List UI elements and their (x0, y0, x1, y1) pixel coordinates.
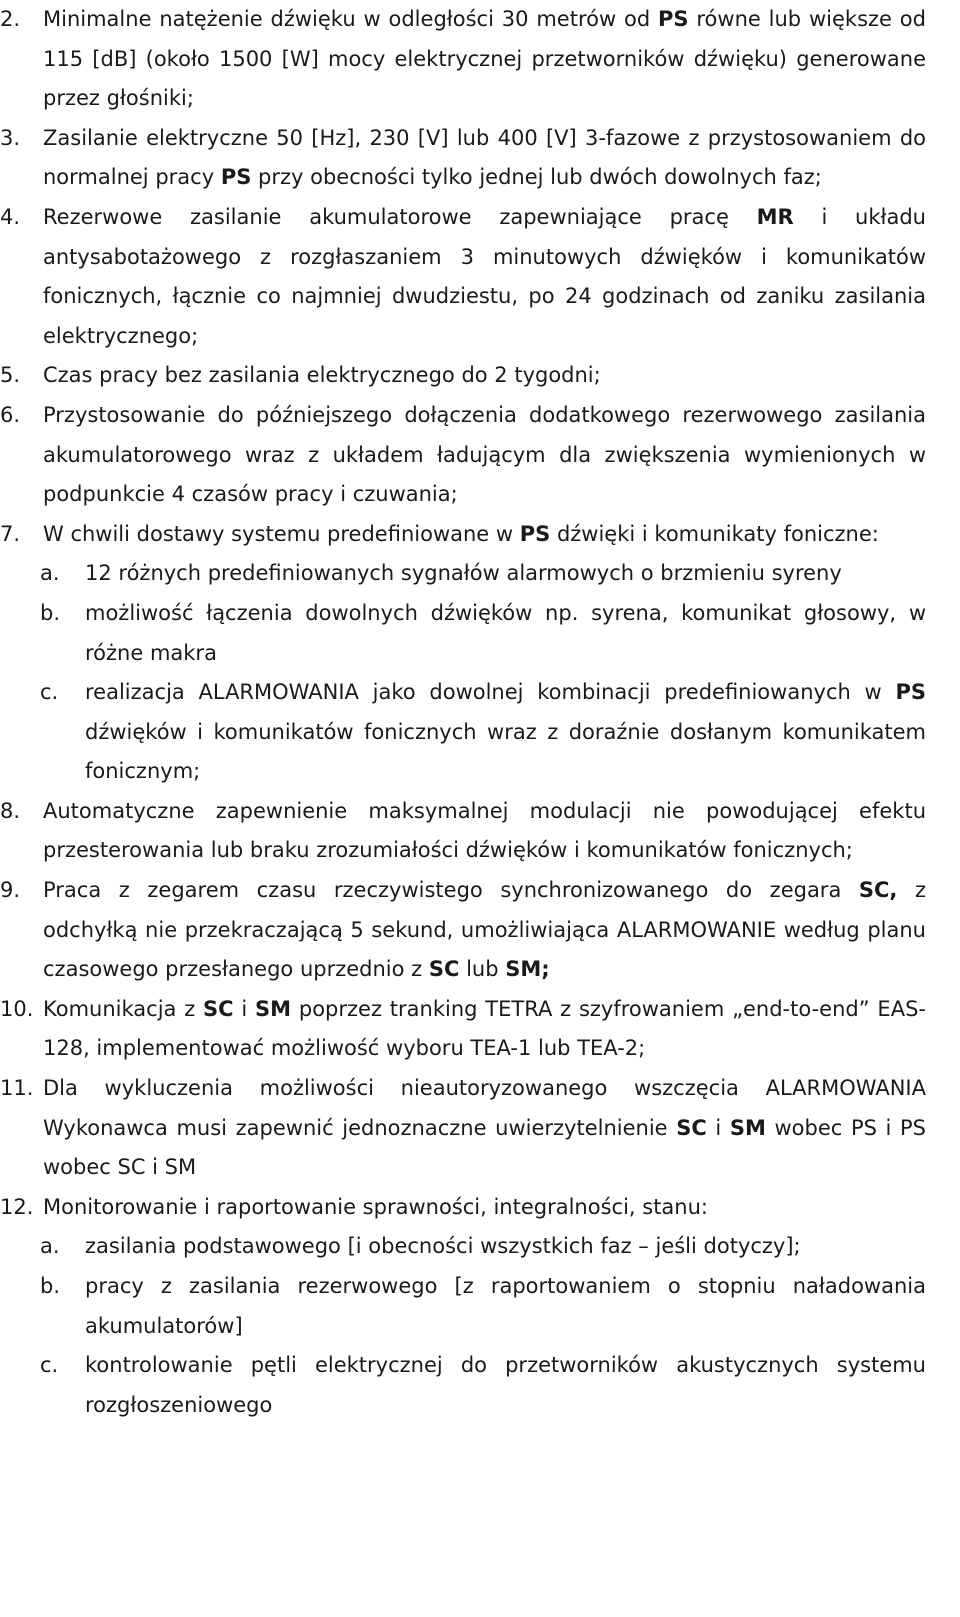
list-item (0, 515, 926, 792)
list-item (0, 792, 926, 871)
list-item-number: 11. (0, 1076, 34, 1101)
sub-list-item (0, 673, 926, 792)
list-item (0, 356, 926, 396)
list-item-text: Dla wykluczenia możliwości nieautoryzowanego wszczęcia ALARMOWANIA Wykonawca musi zapewnić jednoznaczne uwierzytelnienie SC i SM wobec PS i PS wobec SC i SM (43, 1076, 927, 1180)
list-item-number: 5. (0, 363, 21, 388)
list-item (0, 871, 926, 990)
sub-list-item-text: 12 różnych predefiniowanych sygnałów alarmowych o brzmieniu syreny (85, 561, 842, 586)
sub-list (40, 1227, 926, 1425)
list-item-text: W chwili dostawy systemu predefiniowane w PS dźwięki i komunikaty foniczne: (43, 521, 879, 546)
list-item-number: 9. (0, 878, 21, 903)
sub-list (40, 554, 926, 792)
list-item-text: Rezerwowe zasilanie akumulatorowe zapewniające pracę MR i układu antysabotażowego z rozgłaszaniem 3 minutowych dźwięków i komunikatów fonicznych, łącznie co najmniej dwudziestu, po 24 godzinach od zaniku zasilania elektrycznego; (43, 204, 926, 348)
list-item-number: 8. (0, 798, 21, 823)
list-item-text: Automatyczne zapewnienie maksymalnej modulacji nie powodującej efektu przesterowania lub braku zrozumiałości dźwięków i komunikatów fonicznych; (43, 798, 926, 863)
list-item (0, 990, 926, 1069)
sub-list-item-label: a. (40, 561, 60, 586)
sub-list-item (0, 1346, 926, 1425)
sub-list-item (0, 1227, 926, 1267)
list-item-number: 2. (0, 7, 21, 31)
list-item-text: Monitorowanie i raportowanie sprawności, integralności, stanu: (43, 1194, 708, 1219)
list-item-text: Praca z zegarem czasu rzeczywistego synchronizowanego do zegara SC, z odchyłką nie przekraczającą 5 sekund, umożliwiająca ALARMOWANIE według planu czasowego przesłanego uprzednio z SC lub SM; (43, 878, 927, 982)
list-item-number: 4. (0, 204, 21, 229)
sub-list-item (0, 554, 926, 594)
sub-list-item-label: c. (40, 1353, 59, 1378)
list-item-text: Komunikacja z SC i SM poprzez tranking TETRA z szyfrowaniem „end-to-end” EAS-128, implementować możliwość wyboru TEA-1 lub TEA-2; (43, 996, 926, 1061)
sub-list-item-text: pracy z zasilania rezerwowego [z raportowaniem o stopniu naładowania akumulatorów] (85, 1274, 926, 1338)
list-item (0, 119, 926, 198)
sub-list-item-label: b. (40, 600, 61, 625)
sub-list-item-label: a. (40, 1234, 60, 1259)
list-item (0, 198, 926, 356)
sub-list-item-text: zasilania podstawowego [i obecności wszystkich faz – jeśli dotyczy]; (85, 1234, 801, 1259)
sub-list-item-text: kontrolowanie pętli elektrycznej do przetworników akustycznych systemu rozgłoszeniowego (85, 1353, 926, 1417)
sub-list-item-label: c. (40, 680, 59, 705)
list-item (0, 0, 926, 119)
list-item-number: 6. (0, 402, 21, 427)
list-item-text: Zasilanie elektryczne 50 [Hz], 230 [V] lub 400 [V] 3-fazowe z przystosowaniem do normalnej pracy PS przy obecności tylko jednej lub dwóch dowolnych faz; (43, 125, 926, 190)
sub-list-item-text: możliwość łączenia dowolnych dźwięków np. syrena, komunikat głosowy, w różne makra (85, 600, 926, 665)
list-item-number: 3. (0, 125, 21, 150)
list-item-number: 12. (0, 1194, 34, 1219)
sub-list-item-text: realizacja ALARMOWANIA jako dowolnej kombinacji predefiniowanych w PS dźwięków i komunikatów fonicznych wraz z doraźnie dosłanym komunikatem fonicznym; (85, 680, 926, 784)
sub-list-item (0, 1267, 926, 1346)
list-item-number: 7. (0, 521, 21, 546)
sub-list-item-label: b. (40, 1274, 61, 1298)
list-item (0, 1188, 926, 1426)
list-item-text: Przystosowanie do późniejszego dołączenia dodatkowego rezerwowego zasilania akumulatorowego wraz z układem ładującym dla zwiększenia wymienionych w podpunkcie 4 czasów pracy i czuwania; (43, 402, 926, 507)
sub-list-item (0, 594, 926, 673)
list-item-text: Czas pracy bez zasilania elektrycznego do 2 tygodni; (43, 363, 601, 388)
list-item (0, 396, 926, 515)
list-item-text: Minimalne natężenie dźwięku w odległości 30 metrów od PS równe lub większe od 115 [dB] (około 1500 [W] mocy elektrycznej przetworników dźwięku) generowane przez głośniki; (43, 7, 926, 111)
list-item (0, 1069, 926, 1188)
list-item-number: 10. (0, 996, 34, 1021)
